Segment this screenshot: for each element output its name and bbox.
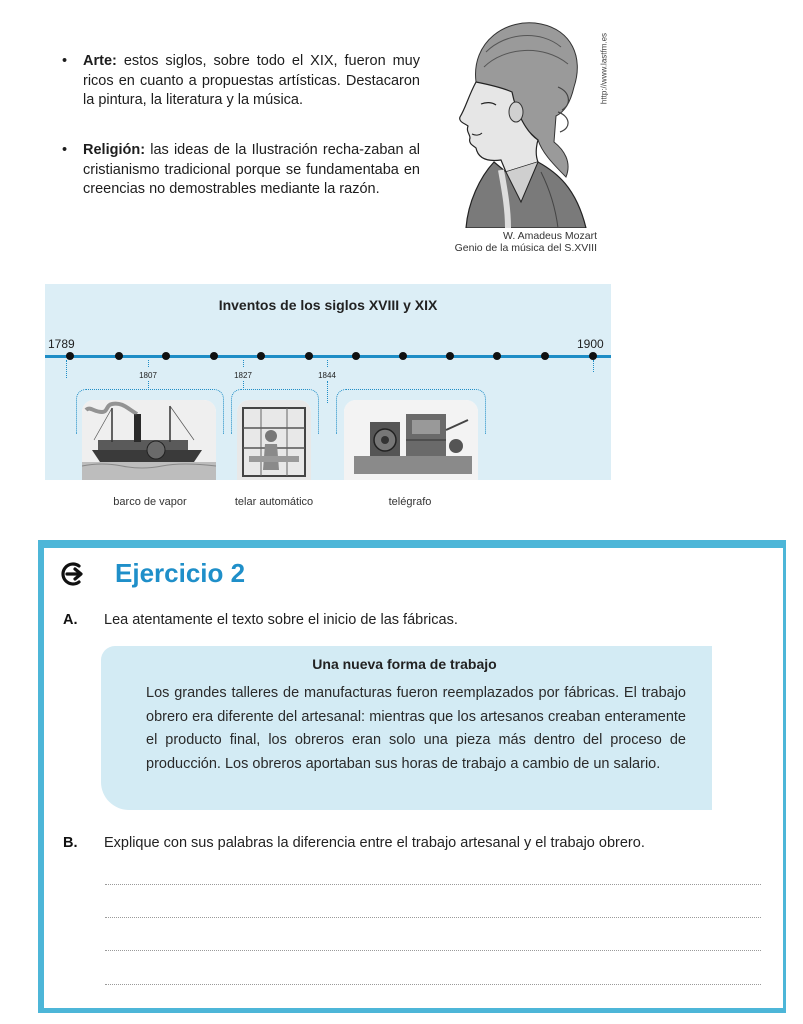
timeline-end-year: 1900 <box>577 337 604 351</box>
event-guide <box>327 360 328 367</box>
timeline-tick <box>541 352 549 360</box>
arrow-circle-icon <box>60 561 86 587</box>
bullet-text: las ideas de la Ilustración recha-zaban al cristianismo tradicional porque se fundamentaba en creencias no demostrables mediante la razón. <box>83 142 421 197</box>
reading-title: Una nueva forma de trabajo <box>312 656 497 672</box>
timeline-tick <box>305 352 313 360</box>
event-connector <box>327 381 328 403</box>
event-year: 1844 <box>318 371 336 380</box>
event-label: barco de vapor <box>113 496 187 508</box>
caption-description: Genio de la música del S.XVIII <box>454 242 597 254</box>
answer-line[interactable] <box>105 884 761 885</box>
exercise-title: Ejercicio 2 <box>115 558 246 588</box>
bullet-religion <box>62 141 420 200</box>
telegraph-image <box>344 400 478 480</box>
timeline-tick <box>589 352 597 360</box>
timeline-tick <box>210 352 218 360</box>
answer-line[interactable] <box>105 917 761 918</box>
timeline-tick <box>115 352 123 360</box>
event-guide <box>243 360 244 367</box>
event-guide <box>148 360 149 367</box>
end-year-guide <box>593 360 594 372</box>
timeline-title: Inventos de los siglos XVIII y XIX <box>218 297 438 313</box>
timeline-axis <box>45 355 611 358</box>
event-year: 1827 <box>234 371 252 380</box>
answer-line[interactable] <box>105 950 761 951</box>
bullet-text: estos siglos, sobre todo el XIX, fueron muy ricos en cuanto a propuestas artísticas. Destacaron la pintura, la literatura y la música. <box>83 53 420 108</box>
bullet-term: Religión: <box>83 142 146 158</box>
event-label: telégrafo <box>388 496 432 508</box>
timeline-tick <box>352 352 360 360</box>
start-year-guide <box>66 360 67 378</box>
answer-line[interactable] <box>105 984 761 985</box>
image-source-watermark <box>598 20 610 120</box>
part-b-letter: B. <box>63 835 78 851</box>
part-a-instruction: Lea atentamente el texto sobre el inicio de las fábricas. <box>104 612 458 628</box>
loom-image <box>237 400 311 480</box>
steamboat-image <box>82 400 216 480</box>
timeline-tick <box>493 352 501 360</box>
timeline-tick <box>162 352 170 360</box>
event-year: 1807 <box>139 371 157 380</box>
part-a-letter: A. <box>63 612 78 628</box>
bullet-arte <box>62 52 420 111</box>
bullet-term: Arte: <box>83 53 117 69</box>
reading-body: Los grandes talleres de manufacturas fueron reemplazados por fábricas. El trabajo obrero era diferente del artesanal: mientras que los artesanos creaban enteramente el producto final, los obreros eran solo una pieza más dentro del proceso de producción. Los obreros aportaban sus horas de trabajo a cambio de un salario. <box>146 685 686 772</box>
timeline-tick <box>66 352 74 360</box>
bullet-marker: • <box>62 142 68 158</box>
caption-name: W. Amadeus Mozart <box>503 230 597 242</box>
event-label: telar automático <box>234 496 314 508</box>
timeline-tick <box>446 352 454 360</box>
timeline-tick <box>399 352 407 360</box>
part-b-instruction: Explique con sus palabras la diferencia entre el trabajo artesanal y el trabajo obrero. <box>104 835 645 851</box>
watermark-text: http://www.lastfm.es <box>599 32 609 105</box>
mozart-portrait <box>446 12 596 228</box>
portrait-caption <box>455 230 597 254</box>
timeline-tick <box>257 352 265 360</box>
timeline-start-year: 1789 <box>48 337 75 351</box>
bullet-marker: • <box>62 53 68 69</box>
